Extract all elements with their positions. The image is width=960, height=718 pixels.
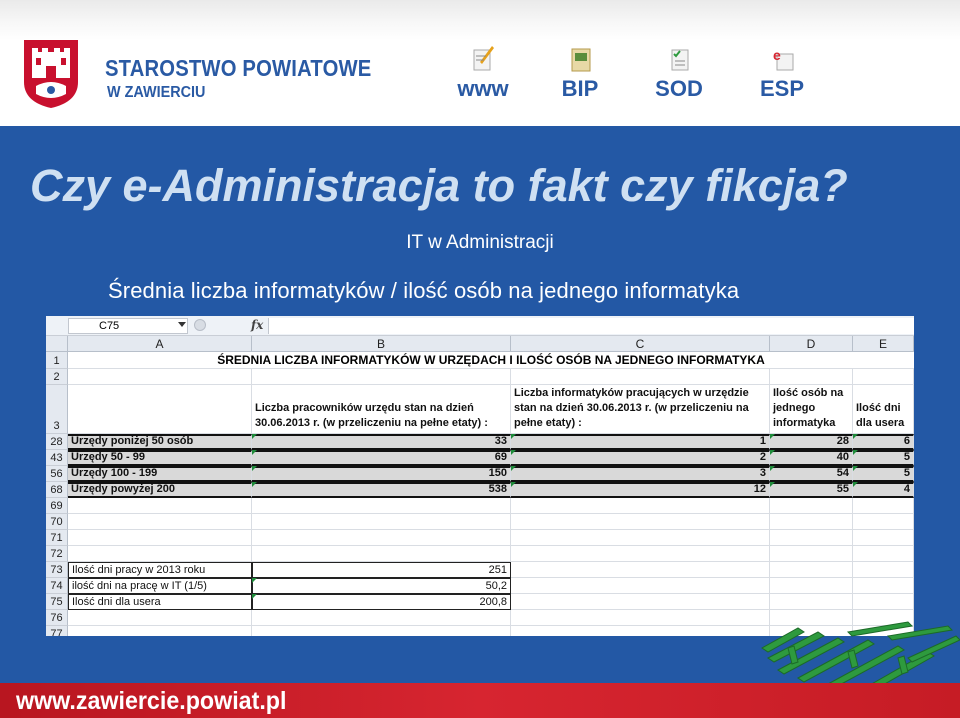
nav-bip[interactable]	[535, 44, 625, 104]
table-row	[46, 352, 914, 369]
cell[interactable]	[853, 546, 914, 562]
comment-indicator-icon	[252, 450, 257, 455]
table-row	[46, 578, 914, 594]
row-header[interactable]: 2	[46, 369, 68, 385]
comment-indicator-icon	[252, 434, 257, 439]
e-document-icon	[767, 44, 797, 74]
cell-value[interactable]: 50,2	[252, 578, 511, 594]
header-cell-c[interactable]: Liczba informatyków pracujących w urzędzie stan na dzień 30.06.2013 r. (w przeliczeniu na pełne etaty) :	[511, 385, 770, 434]
cell[interactable]	[770, 369, 853, 385]
table-row	[46, 434, 914, 450]
comment-indicator-icon	[252, 594, 257, 599]
org-name-line1: STAROSTWO POWIATOWE	[105, 55, 372, 81]
select-all-corner[interactable]	[46, 336, 68, 352]
cell[interactable]	[511, 530, 770, 546]
nav-esp-label: ESP	[759, 76, 805, 101]
cell-label[interactable]: Urzędy powyżej 200	[68, 482, 252, 498]
column-header-e[interactable]: E	[853, 336, 914, 352]
row-header[interactable]: 71	[46, 530, 68, 546]
cell[interactable]	[511, 578, 770, 594]
cell[interactable]	[511, 626, 770, 636]
header-cell-d[interactable]: Ilość osób na jednego informatyka	[770, 385, 853, 434]
cell[interactable]	[511, 562, 770, 578]
chevron-down-icon[interactable]	[178, 322, 186, 327]
cell[interactable]	[252, 369, 511, 385]
row-header[interactable]: 77	[46, 626, 68, 636]
comment-indicator-icon	[511, 482, 516, 487]
maze-decoration-icon	[758, 618, 960, 690]
cell-value[interactable]: 6	[853, 434, 914, 450]
cell[interactable]	[770, 546, 853, 562]
table-row	[46, 514, 914, 530]
table-row	[46, 450, 914, 466]
cell-label[interactable]: ilość dni na pracę w IT (1/5)	[68, 578, 252, 594]
comment-indicator-icon	[770, 482, 775, 487]
comment-indicator-icon	[853, 450, 858, 455]
comment-indicator-icon	[511, 450, 516, 455]
cell[interactable]	[770, 530, 853, 546]
table-row	[46, 466, 914, 482]
cell[interactable]	[511, 610, 770, 626]
cell[interactable]	[770, 562, 853, 578]
comment-indicator-icon	[853, 434, 858, 439]
cell-grid	[46, 336, 914, 636]
slide-subtitle: IT w Administracji	[406, 232, 554, 253]
table-row	[46, 482, 914, 498]
cell[interactable]	[853, 530, 914, 546]
cell-label[interactable]: Urzędy 50 - 99	[68, 450, 252, 466]
cell-value[interactable]: 28	[770, 434, 853, 450]
row-header[interactable]: 74	[46, 578, 68, 594]
cell-value[interactable]: 200,8	[252, 594, 511, 610]
cell[interactable]	[511, 369, 770, 385]
nav-sod-label: SOD	[655, 76, 703, 101]
name-box[interactable]: C75	[68, 318, 188, 334]
comment-indicator-icon	[770, 466, 775, 471]
svg-text:e: e	[773, 47, 781, 63]
table-row	[46, 498, 914, 514]
cell[interactable]	[252, 610, 511, 626]
comment-indicator-icon	[252, 466, 257, 471]
cell-value[interactable]: 40	[770, 450, 853, 466]
nav-bip-label: BIP	[561, 76, 599, 101]
row-header[interactable]: 28	[46, 434, 68, 450]
table-row	[46, 562, 914, 578]
cell-value[interactable]: 150	[252, 466, 511, 482]
comment-indicator-icon	[511, 466, 516, 471]
footer-url-link[interactable]: www.zawiercie.powiat.pl	[16, 687, 287, 715]
spreadsheet-screenshot	[46, 316, 914, 636]
cell-value[interactable]: 12	[511, 482, 770, 498]
cell-value[interactable]: 5	[853, 466, 914, 482]
nav-esp[interactable]	[737, 44, 827, 104]
nav-sod[interactable]	[634, 44, 724, 104]
column-header-c[interactable]: C	[511, 336, 770, 352]
cell[interactable]	[252, 498, 511, 514]
cell[interactable]	[770, 514, 853, 530]
cell[interactable]	[68, 546, 252, 562]
row-header[interactable]: 75	[46, 594, 68, 610]
comment-indicator-icon	[770, 450, 775, 455]
cell[interactable]	[770, 578, 853, 594]
cell[interactable]	[511, 546, 770, 562]
column-header-b[interactable]: B	[252, 336, 511, 352]
checklist-icon	[664, 44, 694, 74]
cell-value[interactable]: 538	[252, 482, 511, 498]
table-row	[46, 530, 914, 546]
fx-icon[interactable]: fx	[251, 318, 264, 332]
table-row	[46, 546, 914, 562]
comment-indicator-icon	[770, 434, 775, 439]
row-header[interactable]: 73	[46, 562, 68, 578]
comment-indicator-icon	[252, 578, 257, 583]
table-row	[46, 369, 914, 385]
cell[interactable]	[252, 514, 511, 530]
row-header[interactable]: 56	[46, 466, 68, 482]
row-header[interactable]: 3	[46, 385, 68, 434]
cell-value[interactable]: 54	[770, 466, 853, 482]
cell-value[interactable]: 55	[770, 482, 853, 498]
comment-indicator-icon	[252, 482, 257, 487]
cell[interactable]	[853, 498, 914, 514]
cell[interactable]	[853, 594, 914, 610]
cell-value[interactable]: 2	[511, 450, 770, 466]
nav-www-label: www	[457, 76, 509, 101]
cell[interactable]	[252, 546, 511, 562]
cell-label[interactable]: Ilość dni pracy w 2013 roku	[68, 562, 252, 578]
header-row	[46, 385, 914, 434]
header-cell-e[interactable]: Ilość dni dla usera	[853, 385, 914, 434]
cell-label[interactable]: Urzędy 100 - 199	[68, 466, 252, 482]
nav-www[interactable]	[438, 44, 528, 104]
formula-bar	[46, 316, 914, 336]
header-bar	[0, 0, 960, 126]
cell-label[interactable]: Ilość dni dla usera	[68, 594, 252, 610]
cell[interactable]	[68, 530, 252, 546]
comment-indicator-icon	[853, 466, 858, 471]
cell-value[interactable]: 1	[511, 434, 770, 450]
row-header[interactable]: 69	[46, 498, 68, 514]
cell[interactable]	[853, 578, 914, 594]
quill-pen-icon	[468, 44, 498, 74]
cell-value[interactable]: 251	[252, 562, 511, 578]
cell[interactable]	[252, 626, 511, 636]
column-header-row	[46, 336, 914, 352]
sheet-title-cell[interactable]: ŚREDNIA LICZBA INFORMATYKÓW W URZĘDACH I ILOŚĆ OSÓB NA JEDNEGO INFORMATYKA	[68, 352, 914, 369]
cell[interactable]	[252, 530, 511, 546]
cell[interactable]	[853, 514, 914, 530]
cell[interactable]	[68, 514, 252, 530]
cell[interactable]	[511, 514, 770, 530]
cell[interactable]	[68, 385, 252, 434]
coat-of-arms-icon	[22, 38, 80, 110]
row-header[interactable]: 43	[46, 450, 68, 466]
comment-indicator-icon	[853, 482, 858, 487]
comment-indicator-icon	[511, 434, 516, 439]
cell[interactable]	[68, 626, 252, 636]
cell[interactable]	[770, 498, 853, 514]
cell-value[interactable]: 4	[853, 482, 914, 498]
cell[interactable]	[68, 369, 252, 385]
document-icon	[565, 44, 595, 74]
cell[interactable]	[511, 594, 770, 610]
cell[interactable]	[511, 498, 770, 514]
cell-value[interactable]: 33	[252, 434, 511, 450]
formula-input[interactable]	[268, 318, 914, 334]
cell[interactable]	[853, 369, 914, 385]
cell[interactable]	[68, 498, 252, 514]
cell[interactable]	[770, 594, 853, 610]
row-header[interactable]: 70	[46, 514, 68, 530]
table-heading: Średnia liczba informatyków / ilość osób na jednego informatyka	[108, 278, 740, 303]
cell[interactable]	[68, 610, 252, 626]
row-header[interactable]: 1	[46, 352, 68, 369]
header-cell-b[interactable]: Liczba pracowników urzędu stan na dzień 30.06.2013 r. (w przeliczeniu na pełne etaty) :	[252, 385, 511, 434]
footer-bar	[0, 683, 960, 718]
slide-title: Czy e-Administracja to fakt czy fikcja?	[30, 160, 848, 211]
cell-value[interactable]: 69	[252, 450, 511, 466]
cell-label[interactable]: Urzędy poniżej 50 osób	[68, 434, 252, 450]
cell[interactable]	[853, 562, 914, 578]
formula-button-icon[interactable]	[194, 319, 206, 331]
org-name-line2: W ZAWIERCIU	[107, 84, 206, 101]
column-header-a[interactable]: A	[68, 336, 252, 352]
cell-value[interactable]: 3	[511, 466, 770, 482]
row-header[interactable]: 68	[46, 482, 68, 498]
row-header[interactable]: 76	[46, 610, 68, 626]
column-header-d[interactable]: D	[770, 336, 853, 352]
table-row	[46, 594, 914, 610]
row-header[interactable]: 72	[46, 546, 68, 562]
cell-value[interactable]: 5	[853, 450, 914, 466]
